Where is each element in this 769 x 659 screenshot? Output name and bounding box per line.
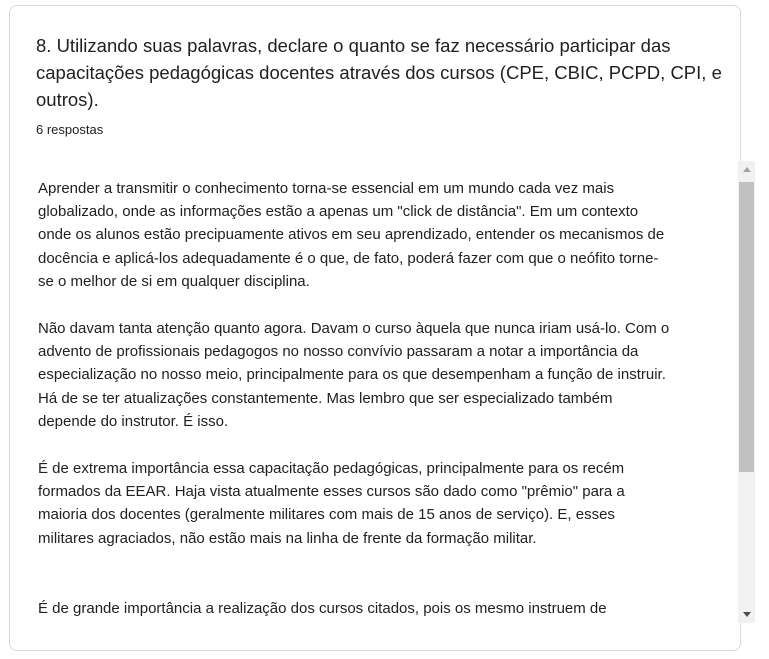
- response-count: 6 respostas: [36, 122, 104, 137]
- vertical-scrollbar[interactable]: [738, 161, 755, 623]
- response-item: É de extrema importância essa capacitação pedagógicas, principalmente para os recém formados da EEAR. Haja vista atualmente esses cursos são dado como "prêmio" para a maioria dos docentes (geralmente militares com mais de 15 anos de serviço). E, esses militares agraciados, não estão mais na linha de frente da formação militar.: [38, 460, 625, 547]
- response-item: Aprender a transmitir o conhecimento torna-se essencial em um mundo cada vez mais globalizado, onde as informações estão a apenas um "click de distância". Em um contexto onde os alunos estão precipuamente ativos em seu aprendizado, entender os mecanismos de docência e aplicá-los adequadamente é o que, de fato, poderá fazer com que o neófito torne-se o melhor de si em qualquer disciplina.: [38, 180, 665, 290]
- responses-scroll-area[interactable]: [26, 161, 717, 623]
- responses-list: [26, 161, 686, 623]
- question-title: 8. Utilizando suas palavras, declare o quanto se faz necessário participar das capacitações pedagógicas docentes através dos cursos (CPE, CBIC, PCPD, CPI, e outros).: [36, 35, 722, 110]
- scroll-up-button[interactable]: [738, 161, 755, 178]
- response-item: Não davam tanta atenção quanto agora. Davam o curso àquela que nunca iriam usá-lo. Com o advento de profissionais pedagogos no nosso convívio passaram a notar a importância da especialização no nosso meio, principalmente para os que desempenham a função de instruir. Há de se ter atualizações constantemente. Mas lembro que ser especializado também depende do instrutor. É isso.: [38, 320, 670, 430]
- scroll-down-button[interactable]: [738, 606, 755, 623]
- triangle-up-icon: [743, 167, 751, 172]
- response-item: É de grande importância a realização dos cursos citados, pois os mesmo instruem de: [38, 600, 607, 617]
- triangle-down-icon: [743, 612, 751, 617]
- scroll-thumb[interactable]: [739, 182, 754, 472]
